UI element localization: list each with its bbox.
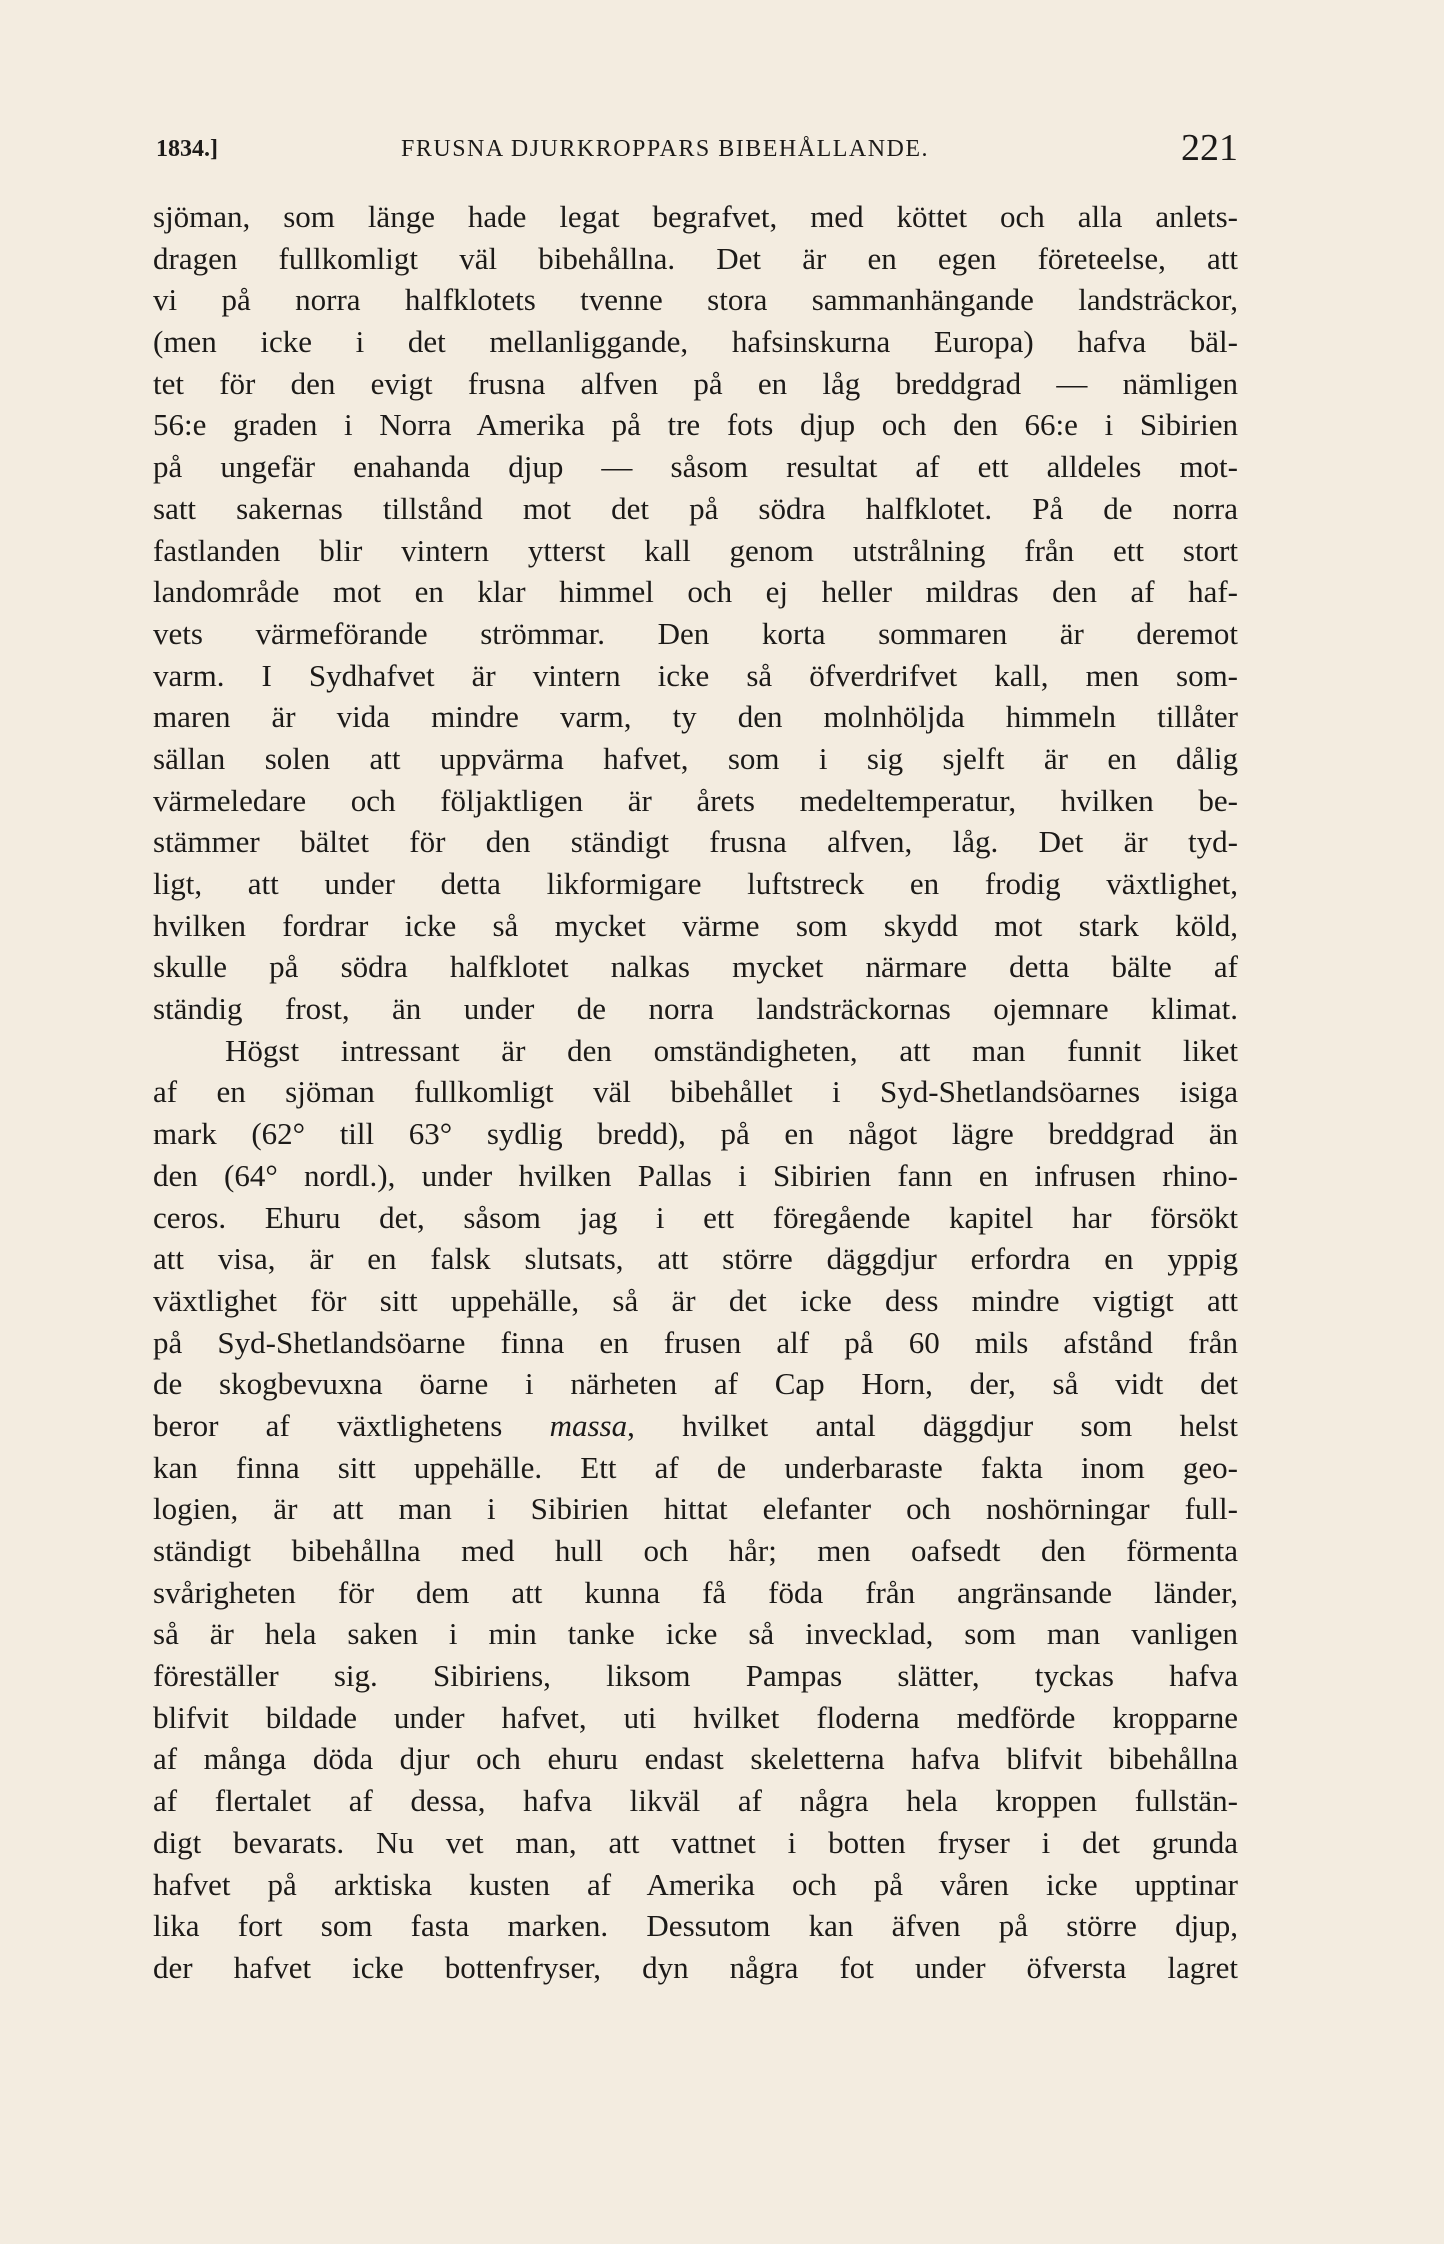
text-line: af flertalet af dessa, hafva likväl af några hela kroppen fullstän-	[153, 1783, 1238, 1819]
text-line: af en sjöman fullkomligt väl bibehållet i Syd-Shetlandsöarnes isiga	[153, 1074, 1238, 1110]
page-header	[156, 126, 1238, 172]
text-line: (men icke i det mellanliggande, hafsinskurna Europa) hafva bäl-	[153, 324, 1238, 360]
text-line: växtlighet för sitt uppehälle, så är det icke dess mindre vigtigt att	[153, 1282, 1238, 1318]
text-line: föreställer sig. Sibiriens, liksom Pampas slätter, tyckas hafva	[153, 1658, 1238, 1694]
text-line: värmeledare och följaktligen är årets medeltemperatur, hvilken be-	[153, 782, 1238, 818]
text-line: tet för den evigt frusna alfven på en låg breddgrad — nämligen	[153, 365, 1238, 401]
text-line: på ungefär enahanda djup — såsom resultat af ett alldeles mot-	[153, 449, 1238, 485]
text-line: ceros. Ehuru det, såsom jag i ett föregående kapitel har försökt	[153, 1199, 1238, 1235]
text-line: dragen fullkomligt väl bibehållna. Det är en egen företeelse, att	[153, 240, 1238, 276]
text-line: på Syd-Shetlandsöarne finna en frusen alf på 60 mils afstånd från	[153, 1324, 1238, 1360]
text-line: ligt, att under detta likformigare luftstreck en frodig växtlighet,	[153, 866, 1238, 901]
text-segment: beror af växtlighetens	[153, 1407, 550, 1443]
text-line: att visa, är en falsk slutsats, att större däggdjur erfordra en yppig	[153, 1241, 1238, 1277]
text-line: 56:e graden i Norra Amerika på tre fots djup och den 66:e i Sibirien	[153, 407, 1238, 443]
text-line: landområde mot en klar himmel och ej heller mildras den af haf-	[153, 574, 1238, 610]
text-line: vi på norra halfklotets tvenne stora sammanhängande landsträckor,	[153, 282, 1238, 318]
text-line: ständigt bibehållna med hull och hår; men oafsedt den förmenta	[153, 1533, 1238, 1568]
text-line: varm. I Sydhafvet är vintern icke så öfverdrifvet kall, men som-	[153, 657, 1238, 693]
running-title: FRUSNA DJURKROPPARS BIBEHÅLLANDE.	[401, 136, 930, 162]
text-line: kan finna sitt uppehälle. Ett af de underbaraste fakta inom geo-	[153, 1449, 1238, 1485]
text-line: satt sakernas tillstånd mot det på södra halfklotet. På de norra	[153, 490, 1238, 526]
text-line: fastlanden blir vintern ytterst kall genom utstrålning från ett stort	[153, 532, 1238, 568]
text-line: svårigheten för dem att kunna få föda från angränsande länder,	[153, 1574, 1238, 1610]
text-line: skulle på södra halfklotet nalkas mycket närmare detta bälte af	[153, 949, 1238, 985]
text-line: der hafvet icke bottenfryser, dyn några fot under öfversta lagret	[153, 1949, 1238, 1985]
page-number: 221	[1181, 127, 1238, 169]
text-line: stämmer bältet för den ständigt frusna alfven, låg. Det är tyd-	[153, 824, 1238, 860]
body-text	[153, 196, 1238, 1989]
text-line: af många döda djur och ehuru endast skeletterna hafva blifvit bibehållna	[153, 1741, 1238, 1777]
header-year: 1834.]	[156, 136, 218, 162]
text-line: de skogbevuxna öarne i närheten af Cap Horn, der, så vidt det	[153, 1366, 1238, 1402]
text-line: så är hela saken i min tanke icke så invecklad, som man vanligen	[153, 1616, 1238, 1652]
text-line: den (64° nordl.), under hvilken Pallas i Sibirien fann en infrusen rhino-	[153, 1157, 1238, 1193]
text-line: sällan solen att uppvärma hafvet, som i sig sjelft är en dålig	[153, 740, 1238, 776]
text-line: maren är vida mindre varm, ty den molnhöljda himmeln tillåter	[153, 699, 1238, 735]
text-line: Högst intressant är den omständigheten, att man funnit liket	[225, 1032, 1238, 1068]
text-line: vets värmeförande strömmar. Den korta sommaren är deremot	[153, 615, 1238, 651]
text-line: hafvet på arktiska kusten af Amerika och på våren icke upptinar	[153, 1866, 1238, 1902]
text-segment: , hvilket antal däggdjur som helst	[627, 1407, 1239, 1443]
text-line: sjöman, som länge hade legat begrafvet, med köttet och alla anlets-	[153, 199, 1238, 234]
text-line	[153, 1405, 1238, 1447]
italic-word: massa	[549, 1407, 628, 1443]
text-line: mark (62° till 63° sydlig bredd), på en något lägre breddgrad än	[153, 1116, 1238, 1152]
text-line: blifvit bildade under hafvet, uti hvilket floderna medförde kropparne	[153, 1699, 1238, 1735]
text-line: digt bevarats. Nu vet man, att vattnet i botten fryser i det grunda	[153, 1824, 1238, 1860]
text-line: lika fort som fasta marken. Dessutom kan äfven på större djup,	[153, 1908, 1238, 1944]
text-line: hvilken fordrar icke så mycket värme som skydd mot stark köld,	[153, 907, 1238, 943]
text-line: logien, är att man i Sibirien hittat elefanter och noshörningar full-	[153, 1491, 1238, 1527]
text-line: ständig frost, än under de norra landsträckornas ojemnare klimat.	[153, 991, 1238, 1027]
